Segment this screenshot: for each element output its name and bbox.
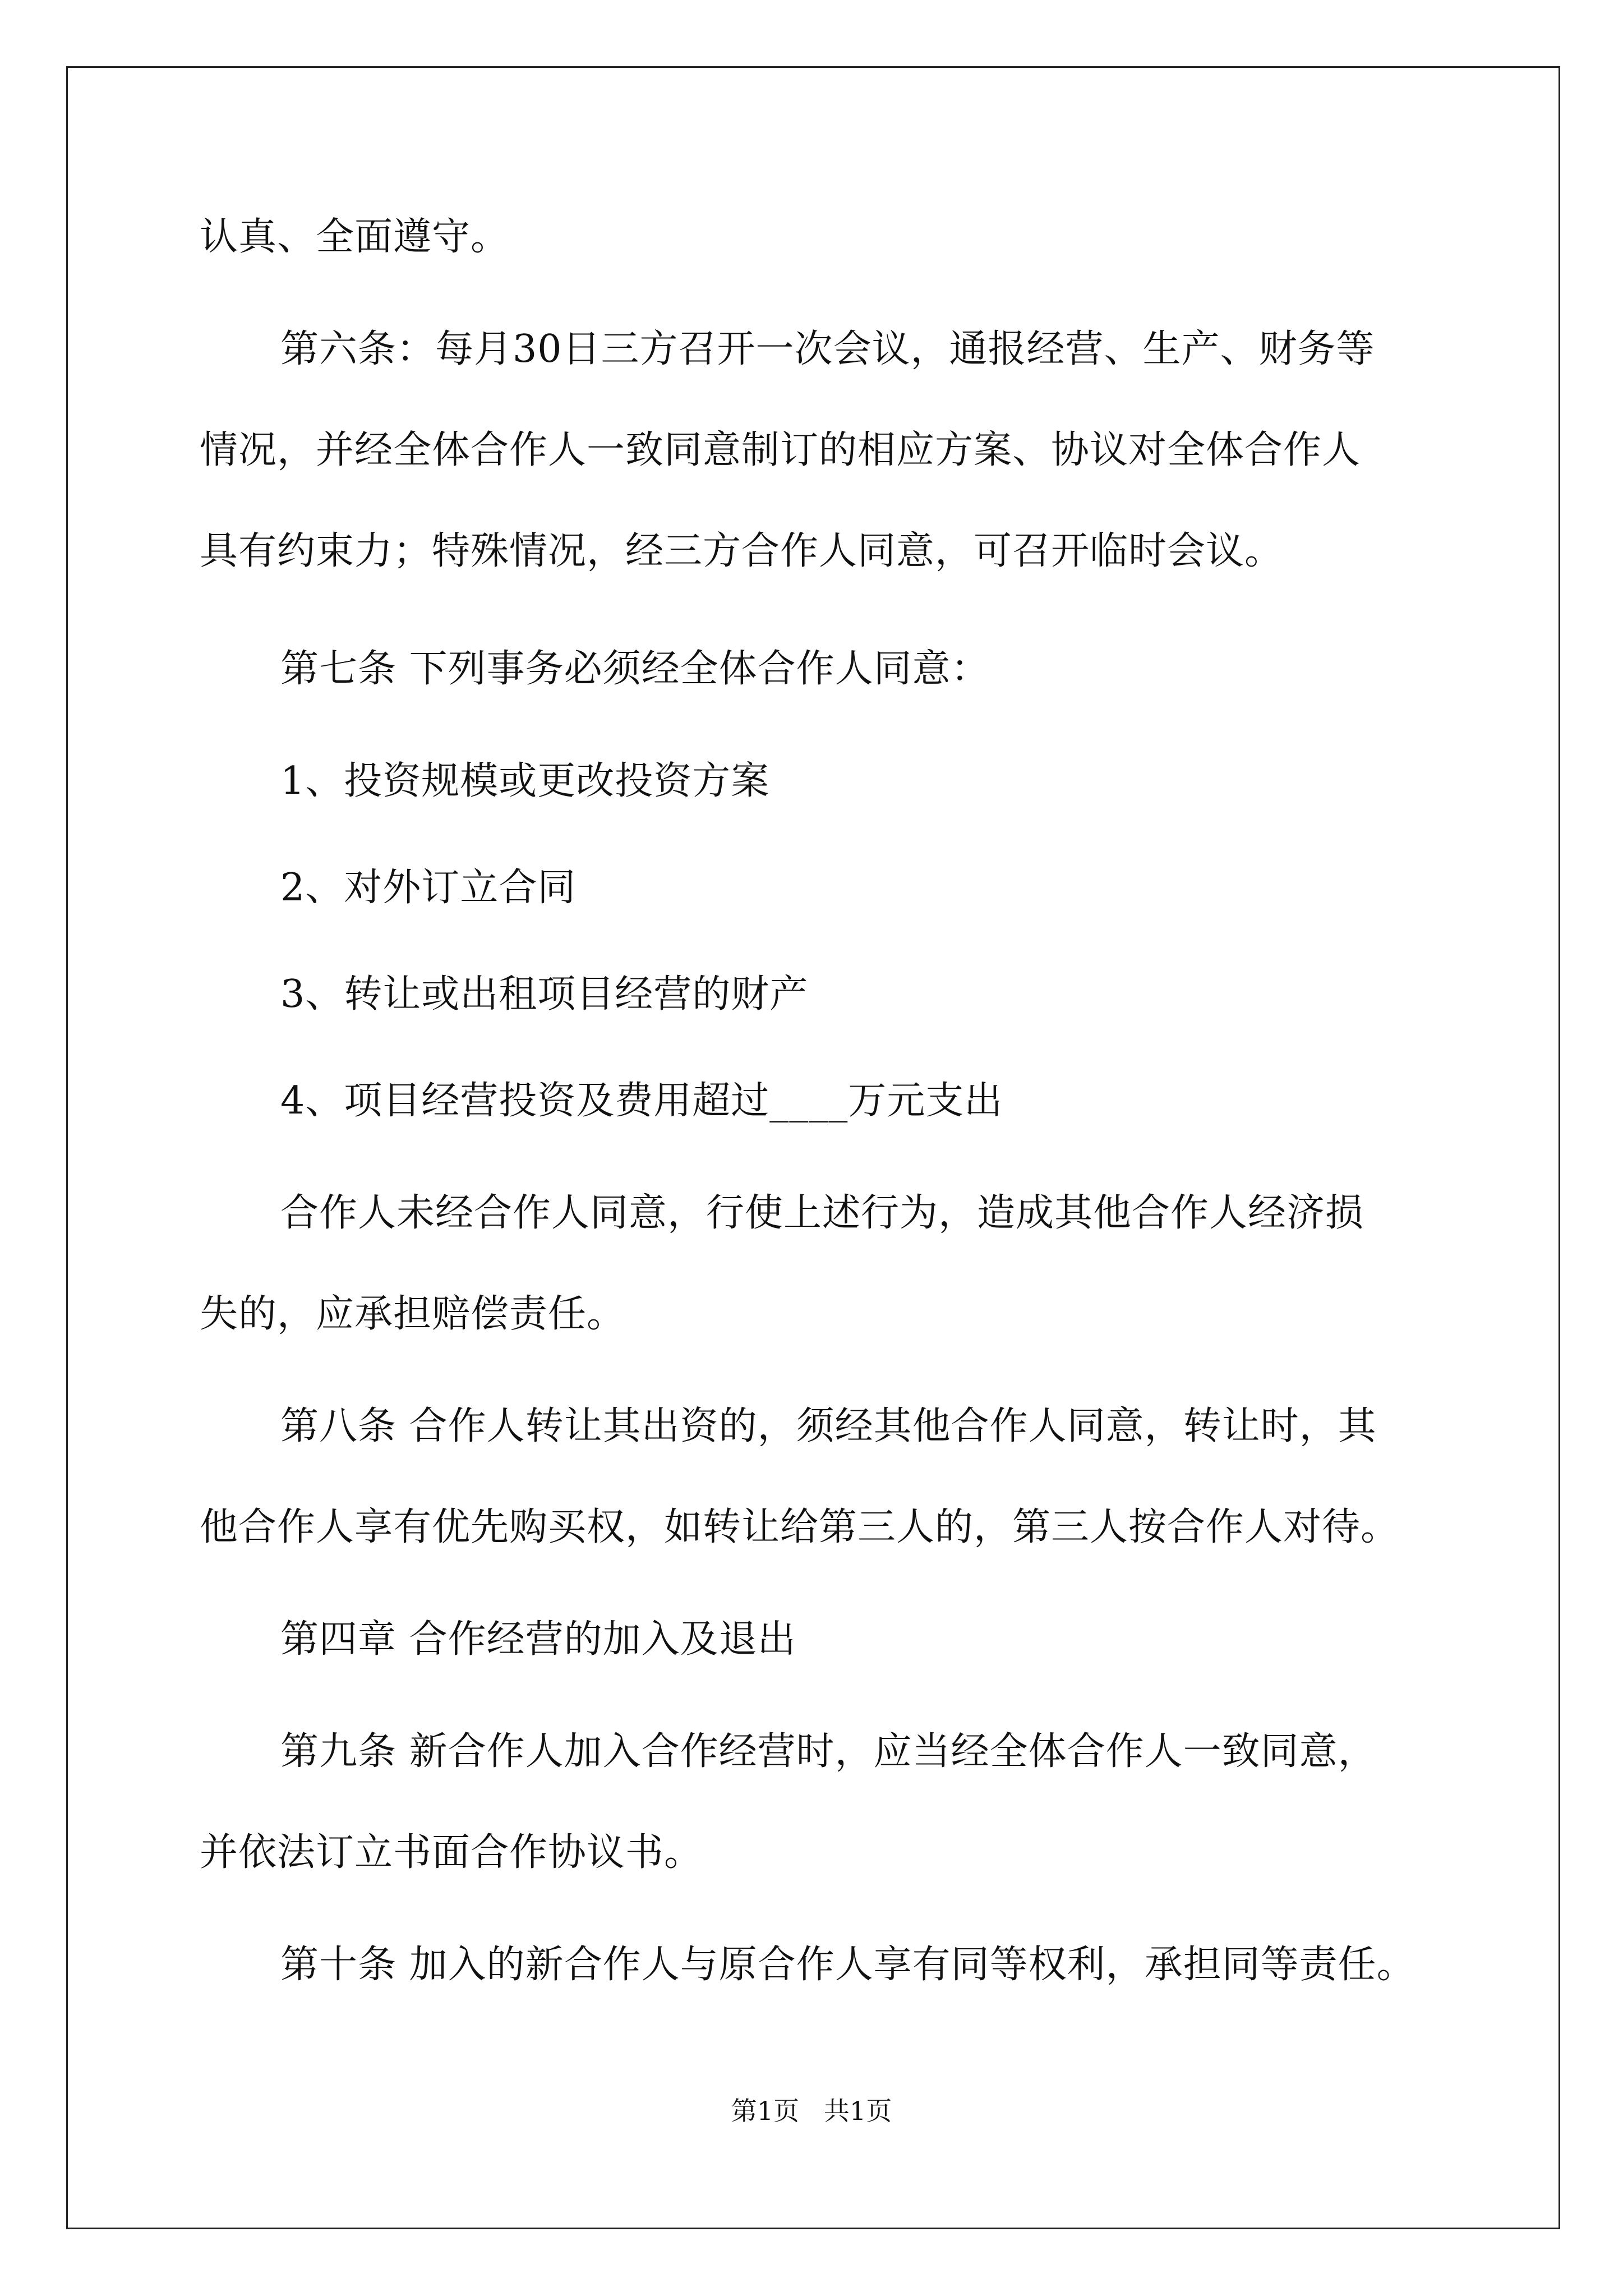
list-item-2: 2、对外订立合同 xyxy=(280,866,577,910)
page-footer: 第1页 共1页 xyxy=(731,2096,892,2126)
chapter-4-heading: 第四章 合作经营的加入及退出 xyxy=(280,1617,796,1662)
page-border xyxy=(66,66,1560,2229)
liability-line-1: 合作人未经合作人同意，行使上述行为，造成其他合作人经济损 xyxy=(280,1191,1364,1235)
article-6-line-2: 情况，并经全体合作人一致同意制订的相应方案、协议对全体合作人 xyxy=(200,428,1361,472)
article-8-line-1: 第八条 合作人转让其出资的，须经其他合作人同意，转让时，其 xyxy=(280,1404,1377,1448)
list-item-4: 4、项目经营投资及费用超过____万元支出 xyxy=(280,1079,1003,1123)
article-7-heading: 第七条 下列事务必须经全体合作人同意： xyxy=(280,647,990,691)
article-8-line-2: 他合作人享有优先购买权，如转让给第三人的，第三人按合作人对待。 xyxy=(200,1505,1400,1549)
liability-line-2: 失的，应承担赔偿责任。 xyxy=(200,1292,626,1336)
list-item-3: 3、转让或出租项目经营的财产 xyxy=(280,972,809,1016)
text-line-1: 认真、全面遵守。 xyxy=(200,215,510,259)
article-6-line-1: 第六条：每月30日三方召开一次会议，通报经营、生产、财务等 xyxy=(280,327,1375,371)
article-10-line-1: 第十条 加入的新合作人与原合作人享有同等权利，承担同等责任。 xyxy=(280,1943,1415,1987)
article-6-line-3: 具有约束力；特殊情况，经三方合作人同意，可召开临时会议。 xyxy=(200,529,1284,573)
list-item-1: 1、投资规模或更改投资方案 xyxy=(280,759,770,803)
article-9-line-2: 并依法订立书面合作协议书。 xyxy=(200,1830,703,1875)
article-9-line-1: 第九条 新合作人加入合作经营时，应当经全体合作人一致同意， xyxy=(280,1729,1377,1774)
